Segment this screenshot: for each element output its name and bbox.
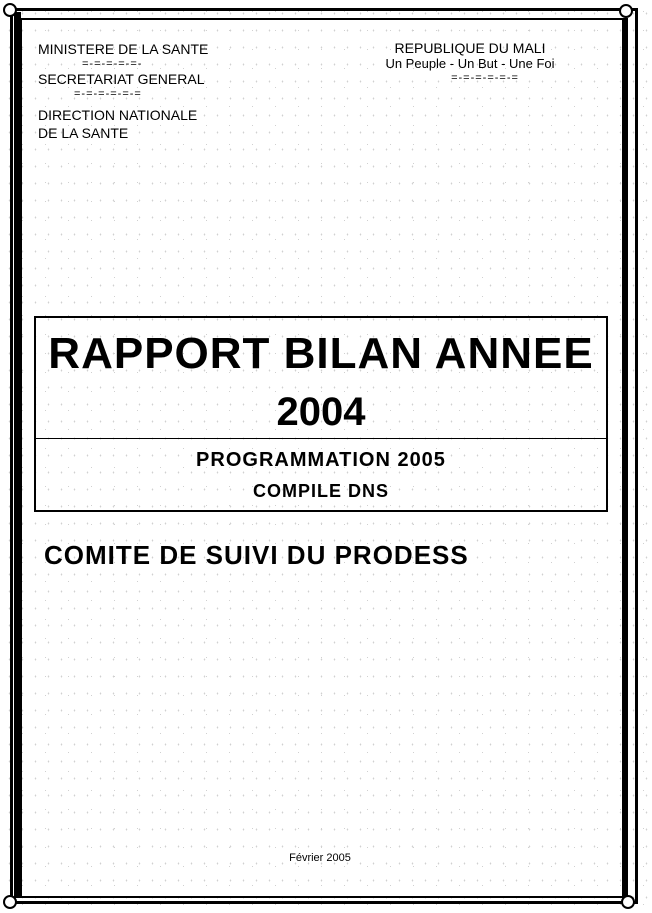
committee-heading: COMITE DE SUIVI DU PRODESS	[44, 540, 469, 570]
secretariat-name: SECRETARIAT GENERAL	[38, 71, 205, 87]
corner-ornament-top-left	[3, 3, 17, 17]
separator: =-=-=-=-=-=	[74, 88, 142, 100]
national-motto: Un Peuple - Un But - Une Foi	[385, 56, 555, 71]
report-year: 2004	[276, 390, 366, 434]
compile-subtitle: COMPILE DNS	[252, 481, 389, 501]
separator: =-=-=-=-=-=	[451, 72, 519, 84]
country-name: REPUBLIQUE DU MALI	[394, 40, 546, 56]
header-right	[345, 40, 595, 84]
publication-date: Février 2005	[289, 852, 351, 864]
ministry-name: MINISTERE DE LA SANTE	[38, 41, 209, 57]
direction-name-line1: DIRECTION NATIONALE	[38, 107, 198, 123]
corner-ornament-top-right	[619, 4, 633, 18]
corner-ornament-bottom-right	[621, 895, 635, 909]
report-title: RAPPORT BILAN ANNEE	[48, 329, 594, 378]
corner-ornament-bottom-left	[3, 895, 17, 909]
direction-name-line2: DE LA SANTE	[38, 125, 129, 141]
header-left	[38, 40, 278, 142]
programmation-subtitle: PROGRAMMATION 2005	[196, 449, 446, 471]
title-divider	[34, 438, 608, 439]
separator: =-=-=-=-=-	[82, 58, 143, 70]
